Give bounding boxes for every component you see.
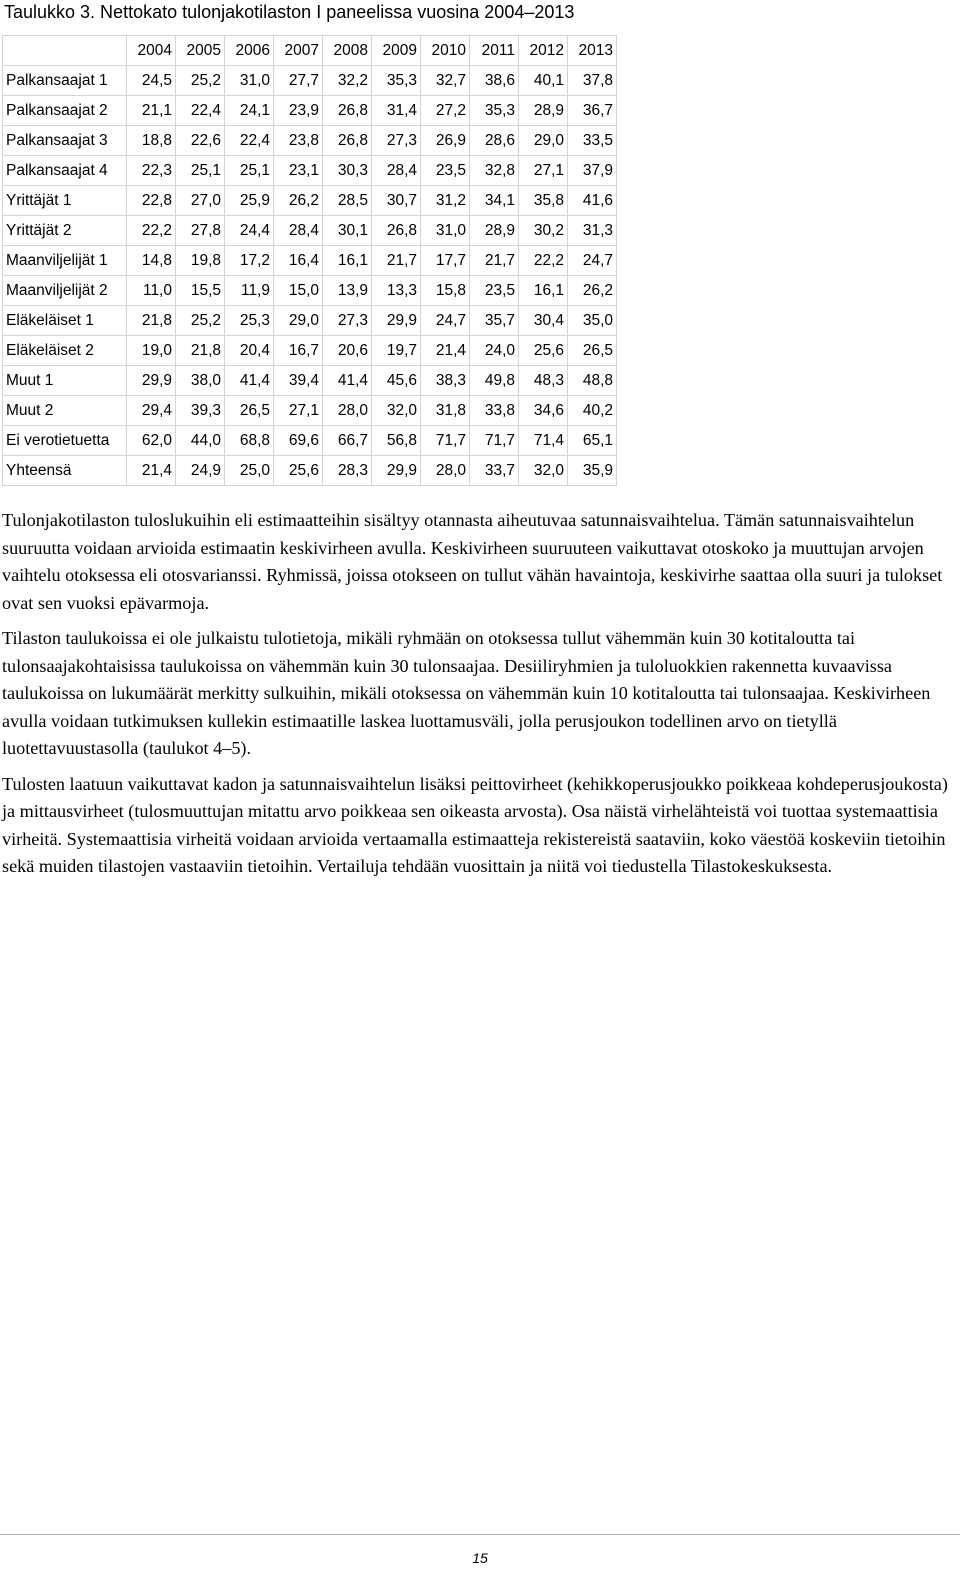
value-cell: 30,4 — [519, 306, 568, 336]
value-cell: 28,9 — [519, 96, 568, 126]
value-cell: 28,4 — [274, 216, 323, 246]
year-header: 2013 — [568, 36, 617, 66]
value-cell: 29,9 — [372, 306, 421, 336]
value-cell: 35,0 — [568, 306, 617, 336]
value-cell: 27,1 — [274, 396, 323, 426]
value-cell: 24,1 — [225, 96, 274, 126]
value-cell: 34,1 — [470, 186, 519, 216]
value-cell: 25,2 — [176, 306, 225, 336]
value-cell: 35,9 — [568, 456, 617, 486]
value-cell: 39,4 — [274, 366, 323, 396]
value-cell: 28,6 — [470, 126, 519, 156]
table-body — [3, 66, 617, 486]
value-cell: 26,5 — [225, 396, 274, 426]
year-header: 2011 — [470, 36, 519, 66]
value-cell: 24,4 — [225, 216, 274, 246]
value-cell: 34,6 — [519, 396, 568, 426]
value-cell: 25,6 — [274, 456, 323, 486]
value-cell: 28,0 — [421, 456, 470, 486]
value-cell: 33,5 — [568, 126, 617, 156]
row-label: Eläkeläiset 1 — [3, 306, 127, 336]
value-cell: 35,3 — [470, 96, 519, 126]
table-row — [3, 306, 617, 336]
value-cell: 28,0 — [323, 396, 372, 426]
value-cell: 41,4 — [225, 366, 274, 396]
value-cell: 23,5 — [470, 276, 519, 306]
value-cell: 48,3 — [519, 366, 568, 396]
table-header-row — [3, 36, 617, 66]
paragraph: Tulonjakotilaston tuloslukuihin eli estimaatteihin sisältyy otannasta aiheutuvaa satunnaisvaihtelua. Tämän satunnaisvaihtelun suuruutta voidaan arvioida estimaatin keskivirheen avulla. Keskivirheen suuruuteen vaikuttavat otoskoko ja muuttujan arvojen vaihtelu otoksessa eli otosvarianssi. Ryhmissä, joissa otokseen on tullut vähän havaintoja, keskivirhe saattaa olla suuri ja tulokset ovat sen vuoksi epävarmoja. — [2, 510, 943, 613]
value-cell: 23,1 — [274, 156, 323, 186]
value-cell: 41,4 — [323, 366, 372, 396]
value-cell: 31,0 — [421, 216, 470, 246]
year-header: 2007 — [274, 36, 323, 66]
value-cell: 16,4 — [274, 246, 323, 276]
value-cell: 21,8 — [176, 336, 225, 366]
row-label: Eläkeläiset 2 — [3, 336, 127, 366]
value-cell: 25,2 — [176, 66, 225, 96]
body-text — [2, 507, 958, 889]
row-label: Yrittäjät 1 — [3, 186, 127, 216]
value-cell: 21,4 — [421, 336, 470, 366]
paragraph: Tilaston taulukoissa ei ole julkaistu tulotietoja, mikäli ryhmään on otoksessa tullut vähemmän kuin 30 kotitaloutta tai tulonsaajakohtaisissa taulukoissa on vähemmän kuin 30 tulonsaajaa. Desiiliryhmien ja tuloluokkien rakennetta kuvaavissa taulukoissa on lukumäärät merkitty sulkuihin, mikäli otoksessa on vähemmän kuin 10 kotitaloutta tai tulonsaajaa. Keskivirheen avulla voidaan tutkimuksen kullekin estimaatille laskea luottamusväli, jolla perusjoukon todellinen arvo on tietyllä luotettavuustasolla (taulukot 4–5). — [2, 628, 931, 758]
value-cell: 15,8 — [421, 276, 470, 306]
value-cell: 26,5 — [568, 336, 617, 366]
value-cell: 28,3 — [323, 456, 372, 486]
value-cell: 25,9 — [225, 186, 274, 216]
table-row — [3, 366, 617, 396]
value-cell: 24,7 — [568, 246, 617, 276]
year-header: 2006 — [225, 36, 274, 66]
value-cell: 26,2 — [568, 276, 617, 306]
value-cell: 16,7 — [274, 336, 323, 366]
value-cell: 25,3 — [225, 306, 274, 336]
table-row — [3, 396, 617, 426]
year-header: 2008 — [323, 36, 372, 66]
page-number: 15 — [472, 1550, 488, 1566]
table-row — [3, 126, 617, 156]
value-cell: 24,5 — [127, 66, 176, 96]
value-cell: 21,8 — [127, 306, 176, 336]
value-cell: 31,2 — [421, 186, 470, 216]
value-cell: 22,6 — [176, 126, 225, 156]
value-cell: 32,2 — [323, 66, 372, 96]
value-cell: 69,6 — [274, 426, 323, 456]
table-row — [3, 186, 617, 216]
value-cell: 26,9 — [421, 126, 470, 156]
table-row — [3, 336, 617, 366]
value-cell: 35,8 — [519, 186, 568, 216]
value-cell: 48,8 — [568, 366, 617, 396]
value-cell: 38,3 — [421, 366, 470, 396]
value-cell: 36,7 — [568, 96, 617, 126]
value-cell: 25,1 — [176, 156, 225, 186]
value-cell: 21,1 — [127, 96, 176, 126]
value-cell: 65,1 — [568, 426, 617, 456]
value-cell: 38,0 — [176, 366, 225, 396]
row-label: Muut 2 — [3, 396, 127, 426]
value-cell: 38,6 — [470, 66, 519, 96]
value-cell: 22,2 — [127, 216, 176, 246]
value-cell: 30,3 — [323, 156, 372, 186]
value-cell: 31,0 — [225, 66, 274, 96]
value-cell: 37,8 — [568, 66, 617, 96]
value-cell: 27,3 — [323, 306, 372, 336]
year-header: 2012 — [519, 36, 568, 66]
value-cell: 33,7 — [470, 456, 519, 486]
value-cell: 32,0 — [372, 396, 421, 426]
nonresponse-table — [2, 35, 617, 486]
value-cell: 27,1 — [519, 156, 568, 186]
value-cell: 25,6 — [519, 336, 568, 366]
year-header: 2010 — [421, 36, 470, 66]
value-cell: 31,4 — [372, 96, 421, 126]
value-cell: 56,8 — [372, 426, 421, 456]
value-cell: 17,7 — [421, 246, 470, 276]
value-cell: 14,8 — [127, 246, 176, 276]
year-header: 2009 — [372, 36, 421, 66]
value-cell: 20,4 — [225, 336, 274, 366]
row-label: Palkansaajat 3 — [3, 126, 127, 156]
table-row — [3, 66, 617, 96]
value-cell: 22,2 — [519, 246, 568, 276]
value-cell: 24,9 — [176, 456, 225, 486]
value-cell: 29,9 — [127, 366, 176, 396]
value-cell: 22,3 — [127, 156, 176, 186]
value-cell: 17,2 — [225, 246, 274, 276]
value-cell: 26,8 — [323, 96, 372, 126]
value-cell: 27,3 — [372, 126, 421, 156]
value-cell: 27,0 — [176, 186, 225, 216]
table-title: Taulukko 3. Nettokato tulonjakotilaston I paneelissa vuosina 2004–2013 — [4, 2, 575, 22]
value-cell: 37,9 — [568, 156, 617, 186]
value-cell: 33,8 — [470, 396, 519, 426]
value-cell: 32,8 — [470, 156, 519, 186]
value-cell: 26,2 — [274, 186, 323, 216]
value-cell: 30,2 — [519, 216, 568, 246]
value-cell: 35,3 — [372, 66, 421, 96]
value-cell: 11,0 — [127, 276, 176, 306]
row-label: Palkansaajat 2 — [3, 96, 127, 126]
value-cell: 27,8 — [176, 216, 225, 246]
value-cell: 41,6 — [568, 186, 617, 216]
row-label: Maanviljelijät 1 — [3, 246, 127, 276]
table-row — [3, 96, 617, 126]
year-header: 2005 — [176, 36, 225, 66]
value-cell: 45,6 — [372, 366, 421, 396]
value-cell: 31,3 — [568, 216, 617, 246]
value-cell: 71,4 — [519, 426, 568, 456]
footer-divider — [0, 1534, 960, 1535]
value-cell: 28,5 — [323, 186, 372, 216]
value-cell: 62,0 — [127, 426, 176, 456]
value-cell: 40,2 — [568, 396, 617, 426]
value-cell: 44,0 — [176, 426, 225, 456]
value-cell: 32,7 — [421, 66, 470, 96]
table-row — [3, 456, 617, 486]
value-cell: 26,8 — [323, 126, 372, 156]
value-cell: 39,3 — [176, 396, 225, 426]
value-cell: 13,9 — [323, 276, 372, 306]
value-cell: 20,6 — [323, 336, 372, 366]
value-cell: 31,8 — [421, 396, 470, 426]
value-cell: 49,8 — [470, 366, 519, 396]
value-cell: 29,9 — [372, 456, 421, 486]
value-cell: 40,1 — [519, 66, 568, 96]
value-cell: 25,1 — [225, 156, 274, 186]
row-label: Yhteensä — [3, 456, 127, 486]
value-cell: 66,7 — [323, 426, 372, 456]
row-label: Yrittäjät 2 — [3, 216, 127, 246]
value-cell: 24,7 — [421, 306, 470, 336]
value-cell: 11,9 — [225, 276, 274, 306]
value-cell: 21,7 — [470, 246, 519, 276]
value-cell: 15,0 — [274, 276, 323, 306]
year-header: 2004 — [127, 36, 176, 66]
value-cell: 29,4 — [127, 396, 176, 426]
value-cell: 19,8 — [176, 246, 225, 276]
row-label: Maanviljelijät 2 — [3, 276, 127, 306]
value-cell: 27,7 — [274, 66, 323, 96]
value-cell: 19,7 — [372, 336, 421, 366]
row-label: Palkansaajat 4 — [3, 156, 127, 186]
value-cell: 23,9 — [274, 96, 323, 126]
value-cell: 26,8 — [372, 216, 421, 246]
value-cell: 28,9 — [470, 216, 519, 246]
value-cell: 71,7 — [470, 426, 519, 456]
table-row — [3, 156, 617, 186]
value-cell: 19,0 — [127, 336, 176, 366]
value-cell: 23,5 — [421, 156, 470, 186]
value-cell: 71,7 — [421, 426, 470, 456]
value-cell: 27,2 — [421, 96, 470, 126]
value-cell: 13,3 — [372, 276, 421, 306]
value-cell: 22,8 — [127, 186, 176, 216]
value-cell: 68,8 — [225, 426, 274, 456]
value-cell: 21,4 — [127, 456, 176, 486]
value-cell: 18,8 — [127, 126, 176, 156]
value-cell: 24,0 — [470, 336, 519, 366]
paragraph: Tulosten laatuun vaikuttavat kadon ja satunnaisvaihtelun lisäksi peittovirheet (kehikkoperusjoukko poikkeaa kohdeperusjoukosta) ja mittausvirheet (tulosmuuttujan mitattu arvo poikkeaa sen oikeasta arvosta). Osa näistä virhelähteistä voi tuottaa systemaattisia virheitä. Systemaattisia virheitä voidaan arvioida vertaamalla estimaatteja rekistereistä saataviin, koko väestöä koskeviin tietoihin sekä muiden tilastojen vastaaviin tietoihin. Vertailuja tehdään vuosittain ja niitä voi tiedustella Tilastokeskuksesta. — [2, 773, 948, 876]
table-row — [3, 276, 617, 306]
value-cell: 29,0 — [519, 126, 568, 156]
value-cell: 29,0 — [274, 306, 323, 336]
value-cell: 16,1 — [519, 276, 568, 306]
value-cell: 30,7 — [372, 186, 421, 216]
row-label: Ei verotietuetta — [3, 426, 127, 456]
table-row — [3, 246, 617, 276]
table-row — [3, 426, 617, 456]
value-cell: 16,1 — [323, 246, 372, 276]
row-label: Muut 1 — [3, 366, 127, 396]
value-cell: 35,7 — [470, 306, 519, 336]
value-cell: 30,1 — [323, 216, 372, 246]
value-cell: 22,4 — [176, 96, 225, 126]
table-row — [3, 216, 617, 246]
value-cell: 25,0 — [225, 456, 274, 486]
table-corner-cell — [3, 36, 127, 66]
value-cell: 22,4 — [225, 126, 274, 156]
value-cell: 28,4 — [372, 156, 421, 186]
value-cell: 15,5 — [176, 276, 225, 306]
value-cell: 23,8 — [274, 126, 323, 156]
row-label: Palkansaajat 1 — [3, 66, 127, 96]
value-cell: 32,0 — [519, 456, 568, 486]
value-cell: 21,7 — [372, 246, 421, 276]
